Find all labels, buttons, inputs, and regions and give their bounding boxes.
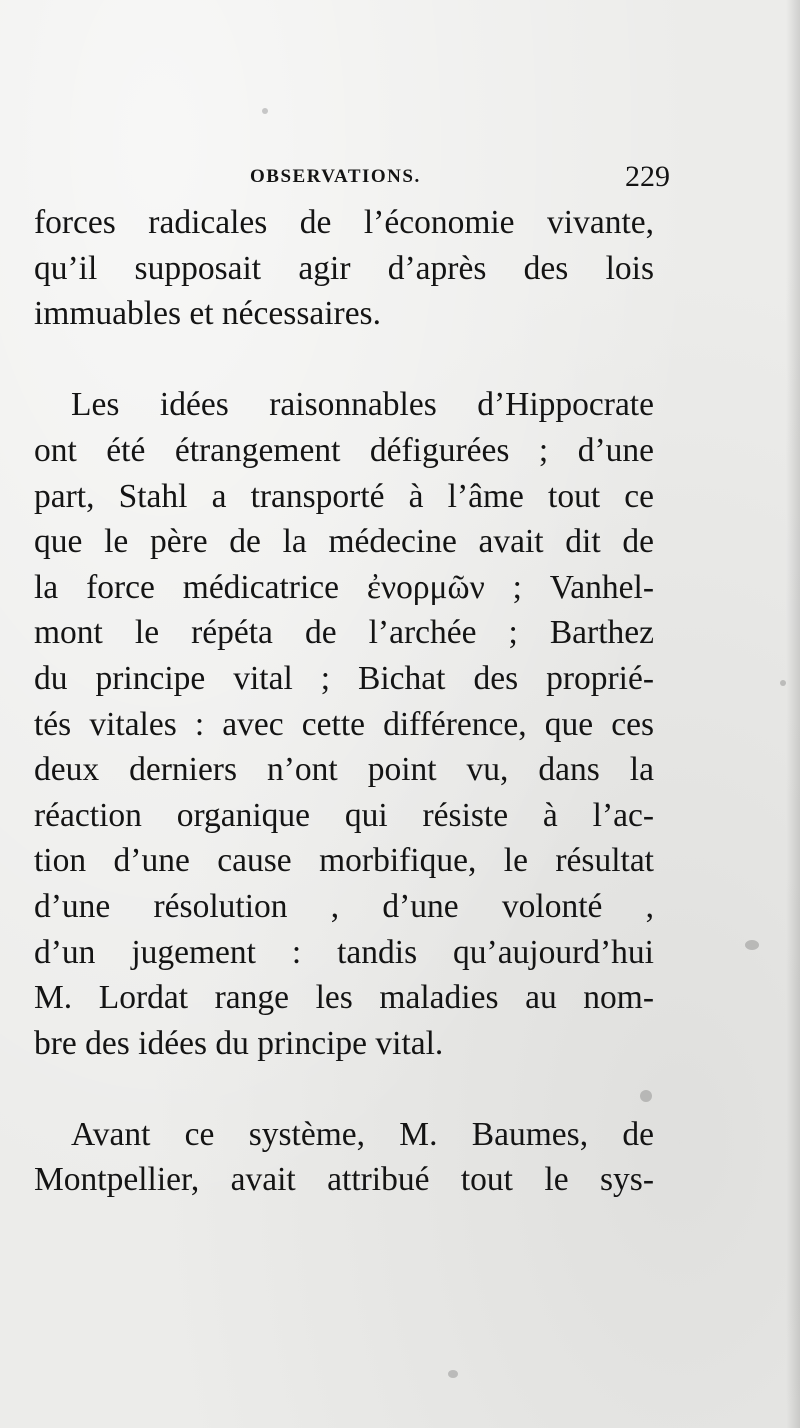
text-line: deux derniers n’ont point vu, dans la (34, 751, 654, 789)
text-line: qu’il supposait agir d’après des lois (34, 249, 654, 287)
text-line: mont le répéta de l’archée ; Barthez (34, 614, 654, 652)
paragraph-gap (34, 337, 654, 383)
text-line: d’une résolution , d’une volonté , (34, 887, 654, 925)
paragraph-gap (34, 1066, 654, 1112)
text-line: que le père de la médecine avait dit de (34, 523, 654, 561)
text-line: d’un jugement : tandis qu’aujourd’hui (34, 933, 654, 971)
text-line: du principe vital ; Bichat des proprié- (34, 659, 654, 697)
paper-speck (745, 940, 759, 950)
text-line: forces radicales de l’économie vivante, (34, 204, 654, 241)
running-title: OBSERVATIONS. (250, 166, 421, 187)
text-line: immuables et nécessaires. (34, 295, 381, 333)
paragraph (34, 200, 654, 337)
text-line: bre des idées du principe vital. (34, 1024, 444, 1062)
text-line: M. Lordat range les maladies au nom- (34, 979, 654, 1017)
paper-speck (448, 1370, 458, 1378)
running-head (250, 160, 670, 200)
text-line: Les idées raisonnables d’Hippocrate (71, 386, 654, 424)
text-line: ont été étrangement défigurées ; d’une (34, 431, 654, 469)
text-line: Avant ce système, M. Baumes, de (71, 1115, 654, 1153)
paragraph (34, 382, 654, 1066)
text-line: la force médicatrice ἐνορμῶν ; Vanhel- (34, 568, 654, 606)
text-line: Montpellier, avait attribué tout le sys- (34, 1161, 654, 1199)
page-edge-shadow (786, 0, 800, 1428)
paper-speck (262, 108, 268, 114)
text-line: part, Stahl a transporté à l’âme tout ce (34, 477, 654, 515)
paper-speck (780, 680, 786, 686)
page-number: 229 (625, 160, 670, 193)
paragraph (34, 1112, 654, 1203)
text-line: réaction organique qui résiste à l’ac- (34, 796, 654, 834)
body-text (34, 200, 654, 1203)
text-line: tion d’une cause morbifique, le résultat (34, 842, 654, 880)
text-line: tés vitales : avec cette différence, que ces (34, 705, 654, 743)
